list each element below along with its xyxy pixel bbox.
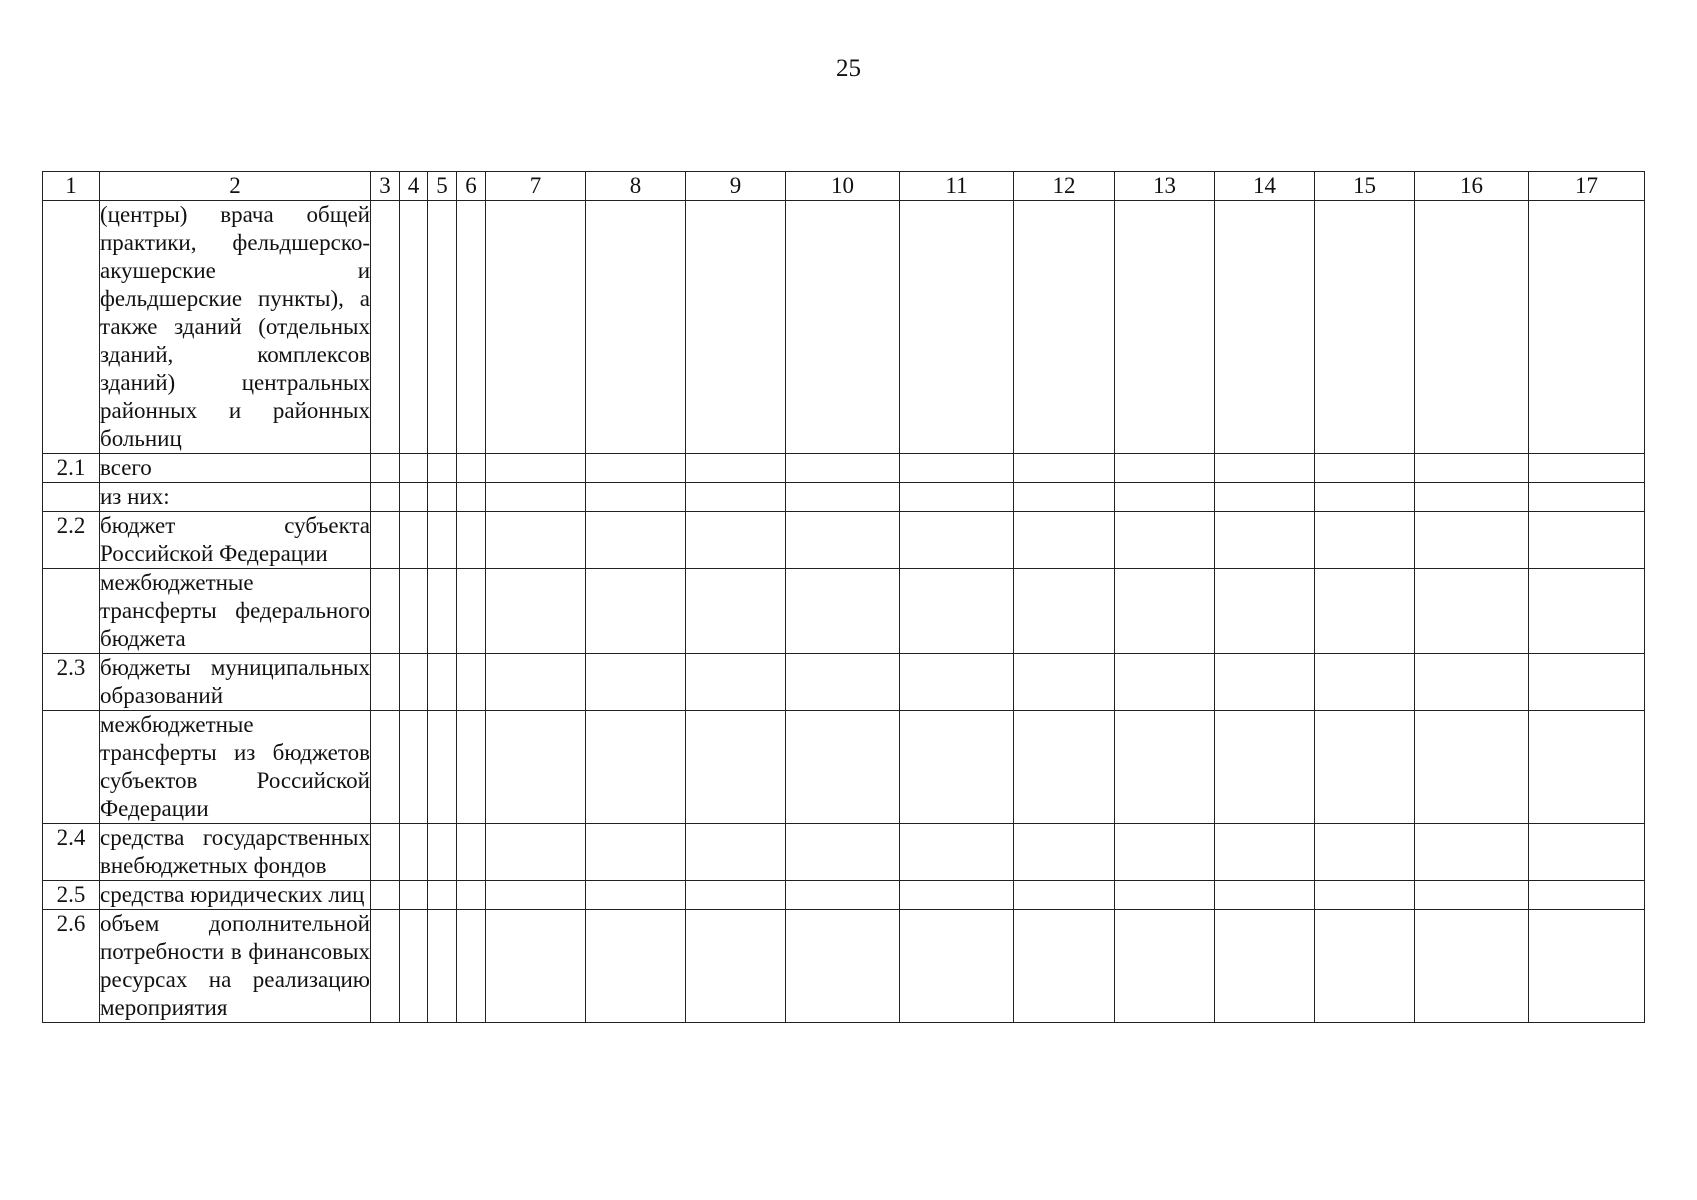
empty-cell	[1014, 201, 1115, 454]
empty-cell	[371, 824, 400, 881]
empty-cell	[686, 454, 786, 483]
column-header: 11	[900, 172, 1014, 201]
empty-cell	[1529, 512, 1645, 569]
empty-cell	[1529, 454, 1645, 483]
empty-cell	[457, 201, 486, 454]
empty-cell	[371, 910, 400, 1023]
empty-cell	[586, 483, 686, 512]
empty-cell	[457, 910, 486, 1023]
empty-cell	[1215, 711, 1315, 824]
empty-cell	[1315, 910, 1415, 1023]
empty-cell	[457, 881, 486, 910]
empty-cell	[400, 910, 428, 1023]
empty-cell	[1415, 654, 1529, 711]
empty-cell	[371, 454, 400, 483]
empty-cell	[400, 881, 428, 910]
empty-cell	[1315, 711, 1415, 824]
column-header: 3	[371, 172, 400, 201]
empty-cell	[1529, 569, 1645, 654]
table-row	[43, 910, 1645, 1023]
empty-cell	[1529, 824, 1645, 881]
empty-cell	[428, 824, 457, 881]
empty-cell	[586, 711, 686, 824]
empty-cell	[686, 824, 786, 881]
empty-cell	[428, 881, 457, 910]
empty-cell	[786, 881, 900, 910]
empty-cell	[900, 201, 1014, 454]
empty-cell	[786, 569, 900, 654]
empty-cell	[400, 824, 428, 881]
row-description: всего	[100, 454, 371, 483]
row-description: средства государственных внебюджетных фондов	[100, 824, 371, 881]
row-description: бюджет субъекта Российской Федерации	[100, 512, 371, 569]
empty-cell	[900, 711, 1014, 824]
financing-table	[42, 171, 1645, 1023]
empty-cell	[371, 711, 400, 824]
empty-cell	[586, 881, 686, 910]
empty-cell	[428, 201, 457, 454]
row-number: 2.2	[43, 512, 100, 569]
column-header: 6	[457, 172, 486, 201]
row-description: межбюджетные трансферты федерального бюджета	[100, 569, 371, 654]
empty-cell	[1115, 483, 1215, 512]
empty-cell	[486, 654, 586, 711]
empty-cell	[1215, 881, 1315, 910]
empty-cell	[900, 654, 1014, 711]
table-row	[43, 654, 1645, 711]
empty-cell	[1115, 512, 1215, 569]
empty-cell	[1215, 483, 1315, 512]
empty-cell	[1315, 454, 1415, 483]
empty-cell	[586, 512, 686, 569]
empty-cell	[371, 654, 400, 711]
column-header: 9	[686, 172, 786, 201]
row-number	[43, 711, 100, 824]
empty-cell	[1014, 483, 1115, 512]
empty-cell	[486, 910, 586, 1023]
empty-cell	[457, 512, 486, 569]
empty-cell	[1315, 483, 1415, 512]
empty-cell	[586, 454, 686, 483]
column-header: 8	[586, 172, 686, 201]
empty-cell	[371, 512, 400, 569]
empty-cell	[371, 483, 400, 512]
empty-cell	[1115, 711, 1215, 824]
table-row	[43, 881, 1645, 910]
empty-cell	[400, 569, 428, 654]
column-header: 1	[43, 172, 100, 201]
empty-cell	[1415, 483, 1529, 512]
empty-cell	[457, 483, 486, 512]
row-number	[43, 483, 100, 512]
empty-cell	[786, 711, 900, 824]
empty-cell	[1115, 454, 1215, 483]
row-number: 2.1	[43, 454, 100, 483]
empty-cell	[486, 881, 586, 910]
empty-cell	[1014, 881, 1115, 910]
empty-cell	[786, 454, 900, 483]
table-row	[43, 201, 1645, 454]
empty-cell	[400, 454, 428, 483]
empty-cell	[586, 824, 686, 881]
empty-cell	[1315, 654, 1415, 711]
row-description: объем дополнительной потребности в финансовых ресурсах на реализацию мероприятия	[100, 910, 371, 1023]
empty-cell	[1014, 824, 1115, 881]
empty-cell	[786, 654, 900, 711]
empty-cell	[1014, 512, 1115, 569]
empty-cell	[1014, 711, 1115, 824]
empty-cell	[486, 512, 586, 569]
empty-cell	[1529, 201, 1645, 454]
empty-cell	[1529, 654, 1645, 711]
empty-cell	[1014, 569, 1115, 654]
row-description: бюджеты муниципальных образований	[100, 654, 371, 711]
empty-cell	[1115, 569, 1215, 654]
empty-cell	[428, 654, 457, 711]
column-header: 10	[786, 172, 900, 201]
empty-cell	[1115, 654, 1215, 711]
empty-cell	[786, 512, 900, 569]
row-number	[43, 201, 100, 454]
empty-cell	[486, 569, 586, 654]
empty-cell	[1415, 569, 1529, 654]
empty-cell	[900, 454, 1014, 483]
empty-cell	[371, 201, 400, 454]
empty-cell	[686, 881, 786, 910]
row-description: межбюджетные трансферты из бюджетов субъектов Российской Федерации	[100, 711, 371, 824]
empty-cell	[1529, 483, 1645, 512]
empty-cell	[1115, 881, 1215, 910]
empty-cell	[428, 711, 457, 824]
column-header: 5	[428, 172, 457, 201]
empty-cell	[1014, 454, 1115, 483]
empty-cell	[1215, 569, 1315, 654]
empty-cell	[400, 654, 428, 711]
row-description: (центры) врача общей практики, фельдшерско-акушерские и фельдшерские пункты), а также зданий (отдельных зданий, комплексов зданий) центральных районных и районных больниц	[100, 201, 371, 454]
empty-cell	[486, 824, 586, 881]
empty-cell	[428, 569, 457, 654]
empty-cell	[686, 910, 786, 1023]
empty-cell	[371, 881, 400, 910]
empty-cell	[586, 201, 686, 454]
empty-cell	[1415, 711, 1529, 824]
empty-cell	[586, 654, 686, 711]
empty-cell	[428, 512, 457, 569]
column-header: 15	[1315, 172, 1415, 201]
column-header: 13	[1115, 172, 1215, 201]
empty-cell	[457, 711, 486, 824]
empty-cell	[428, 454, 457, 483]
empty-cell	[1215, 910, 1315, 1023]
empty-cell	[1014, 910, 1115, 1023]
empty-cell	[1315, 512, 1415, 569]
empty-cell	[1215, 654, 1315, 711]
column-header: 16	[1415, 172, 1529, 201]
empty-cell	[786, 201, 900, 454]
empty-cell	[400, 512, 428, 569]
row-description: средства юридических лиц	[100, 881, 371, 910]
empty-cell	[428, 910, 457, 1023]
empty-cell	[686, 483, 786, 512]
empty-cell	[1415, 824, 1529, 881]
table-row	[43, 711, 1645, 824]
empty-cell	[1415, 910, 1529, 1023]
empty-cell	[1415, 881, 1529, 910]
empty-cell	[457, 569, 486, 654]
column-header: 2	[100, 172, 371, 201]
empty-cell	[686, 201, 786, 454]
empty-cell	[457, 824, 486, 881]
empty-cell	[686, 512, 786, 569]
empty-cell	[428, 483, 457, 512]
table-row	[43, 824, 1645, 881]
column-header: 4	[400, 172, 428, 201]
empty-cell	[1315, 824, 1415, 881]
empty-cell	[900, 569, 1014, 654]
empty-cell	[486, 201, 586, 454]
empty-cell	[1315, 881, 1415, 910]
row-number: 2.4	[43, 824, 100, 881]
empty-cell	[486, 454, 586, 483]
empty-cell	[1014, 654, 1115, 711]
empty-cell	[900, 512, 1014, 569]
empty-cell	[1215, 824, 1315, 881]
empty-cell	[1215, 201, 1315, 454]
empty-cell	[1529, 910, 1645, 1023]
empty-cell	[900, 881, 1014, 910]
column-header: 14	[1215, 172, 1315, 201]
column-header: 12	[1014, 172, 1115, 201]
empty-cell	[900, 824, 1014, 881]
empty-cell	[786, 483, 900, 512]
page-number: 25	[836, 55, 861, 82]
empty-cell	[400, 483, 428, 512]
empty-cell	[1529, 881, 1645, 910]
empty-cell	[786, 910, 900, 1023]
column-header: 17	[1529, 172, 1645, 201]
empty-cell	[486, 711, 586, 824]
empty-cell	[786, 824, 900, 881]
empty-cell	[686, 711, 786, 824]
empty-cell	[371, 569, 400, 654]
empty-cell	[1315, 569, 1415, 654]
row-number: 2.3	[43, 654, 100, 711]
empty-cell	[457, 654, 486, 711]
empty-cell	[1115, 201, 1215, 454]
empty-cell	[1529, 711, 1645, 824]
table-row	[43, 512, 1645, 569]
header-row	[43, 172, 1645, 201]
empty-cell	[586, 910, 686, 1023]
empty-cell	[400, 201, 428, 454]
empty-cell	[686, 569, 786, 654]
table-row	[43, 569, 1645, 654]
empty-cell	[1215, 454, 1315, 483]
empty-cell	[1215, 512, 1315, 569]
empty-cell	[900, 483, 1014, 512]
empty-cell	[1415, 201, 1529, 454]
row-description: из них:	[100, 483, 371, 512]
empty-cell	[486, 483, 586, 512]
empty-cell	[1415, 454, 1529, 483]
column-header: 7	[486, 172, 586, 201]
row-number	[43, 569, 100, 654]
empty-cell	[686, 654, 786, 711]
empty-cell	[457, 454, 486, 483]
empty-cell	[1115, 910, 1215, 1023]
table-row	[43, 483, 1645, 512]
row-number: 2.6	[43, 910, 100, 1023]
empty-cell	[400, 711, 428, 824]
empty-cell	[900, 910, 1014, 1023]
empty-cell	[1315, 201, 1415, 454]
empty-cell	[586, 569, 686, 654]
empty-cell	[1115, 824, 1215, 881]
table-row	[43, 454, 1645, 483]
empty-cell	[1415, 512, 1529, 569]
row-number: 2.5	[43, 881, 100, 910]
